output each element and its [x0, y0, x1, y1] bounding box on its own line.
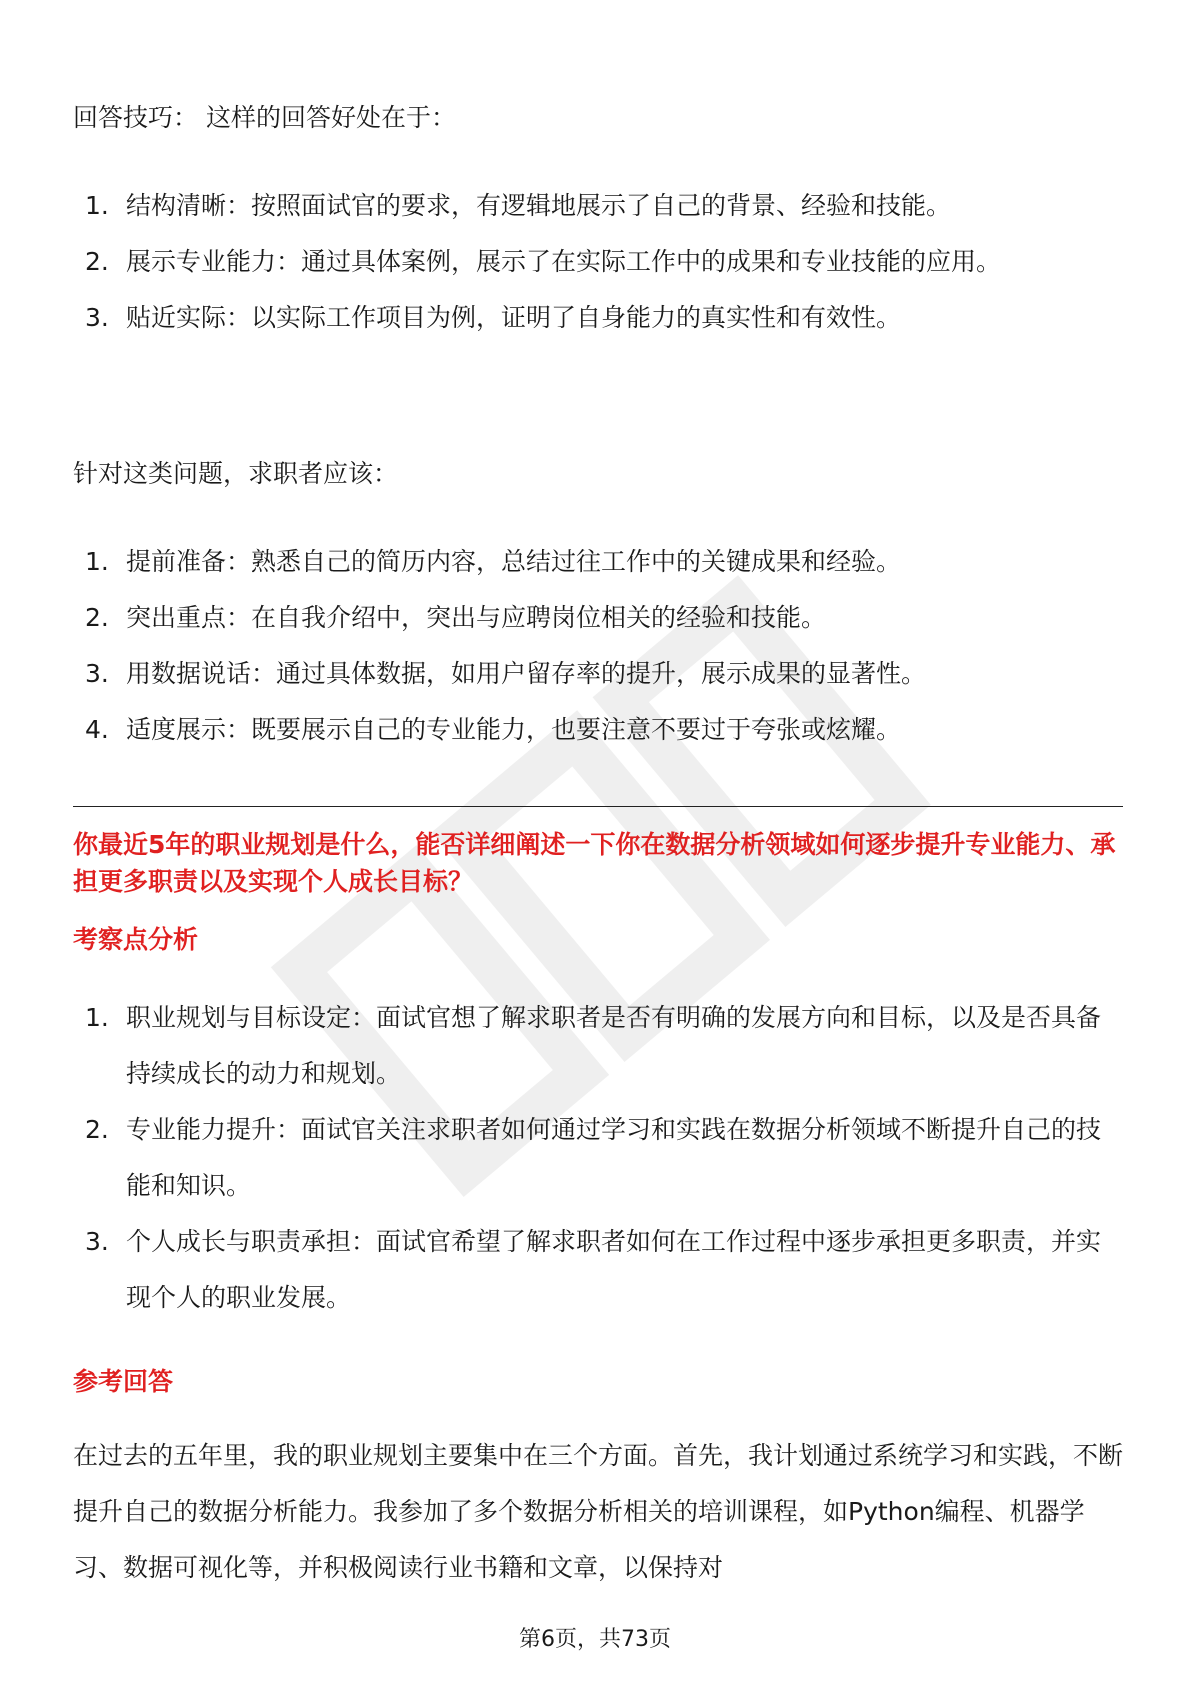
advice-list — [73, 534, 926, 758]
list-number: 1. — [85, 1003, 109, 1032]
list-text: 用数据说话：通过具体数据，如用户留存率的提升，展示成果的显著性。 — [126, 659, 927, 688]
list-item — [73, 1102, 1123, 1214]
list-number: 1. — [85, 547, 109, 576]
list-item — [73, 234, 1001, 290]
list-number: 2. — [85, 603, 109, 632]
advice-intro: 针对这类问题，求职者应该： — [73, 459, 399, 488]
list-item — [73, 702, 926, 758]
list-text: 提前准备：熟悉自己的简历内容，总结过往工作中的关键成果和经验。 — [126, 547, 902, 576]
list-text: 贴近实际：以实际工作项目为例，证明了自身能力的真实性和有效性。 — [126, 303, 902, 332]
page-footer: 第6页，共73页 — [519, 1627, 671, 1652]
list-item — [73, 646, 926, 702]
section-title-reference: 参考回答 — [73, 1367, 174, 1396]
list-number: 3. — [85, 659, 109, 688]
list-number: 3. — [85, 303, 109, 332]
list-item — [73, 590, 926, 646]
list-number: 4. — [85, 715, 109, 744]
list-text: 职业规划与目标设定：面试官想了解求职者是否有明确的发展方向和目标，以及是否具备持续成长的动力和规划。 — [126, 1003, 1102, 1088]
section-title-analysis: 考察点分析 — [73, 925, 199, 954]
section-divider — [73, 806, 1123, 807]
list-text: 专业能力提升：面试官关注求职者如何通过学习和实践在数据分析领域不断提升自己的技能和知识。 — [126, 1115, 1102, 1200]
reference-answer: 在过去的五年里，我的职业规划主要集中在三个方面。首先，我计划通过系统学习和实践，不断提升自己的数据分析能力。我参加了多个数据分析相关的培训课程，如Python编程、机器学习、数据可视化等，并积极阅读行业书籍和文章，以保持对 — [73, 1441, 1124, 1582]
list-number: 2. — [85, 247, 109, 276]
list-number: 2. — [85, 1115, 109, 1144]
list-text: 个人成长与职责承担：面试官希望了解求职者如何在工作过程中逐步承担更多职责，并实现个人的职业发展。 — [126, 1227, 1102, 1312]
benefit-list — [73, 178, 1001, 346]
list-number: 1. — [85, 191, 109, 220]
list-item — [73, 990, 1123, 1102]
interview-question: 你最近5年的职业规划是什么，能否详细阐述一下你在数据分析领域如何逐步提升专业能力、承担更多职责以及实现个人成长目标？ — [73, 830, 1116, 896]
list-text: 结构清晰：按照面试官的要求，有逻辑地展示了自己的背景、经验和技能。 — [126, 191, 952, 220]
list-item — [73, 290, 1001, 346]
list-item — [73, 534, 926, 590]
list-item — [73, 178, 1001, 234]
list-item — [73, 1214, 1123, 1326]
intro-text: 回答技巧： 这样的回答好处在于： — [73, 103, 456, 132]
list-number: 3. — [85, 1227, 109, 1256]
analysis-list — [73, 990, 1123, 1326]
list-text: 适度展示：既要展示自己的专业能力，也要注意不要过于夸张或炫耀。 — [126, 715, 902, 744]
list-text: 突出重点：在自我介绍中，突出与应聘岗位相关的经验和技能。 — [126, 603, 827, 632]
list-text: 展示专业能力：通过具体案例，展示了在实际工作中的成果和专业技能的应用。 — [126, 247, 1002, 276]
